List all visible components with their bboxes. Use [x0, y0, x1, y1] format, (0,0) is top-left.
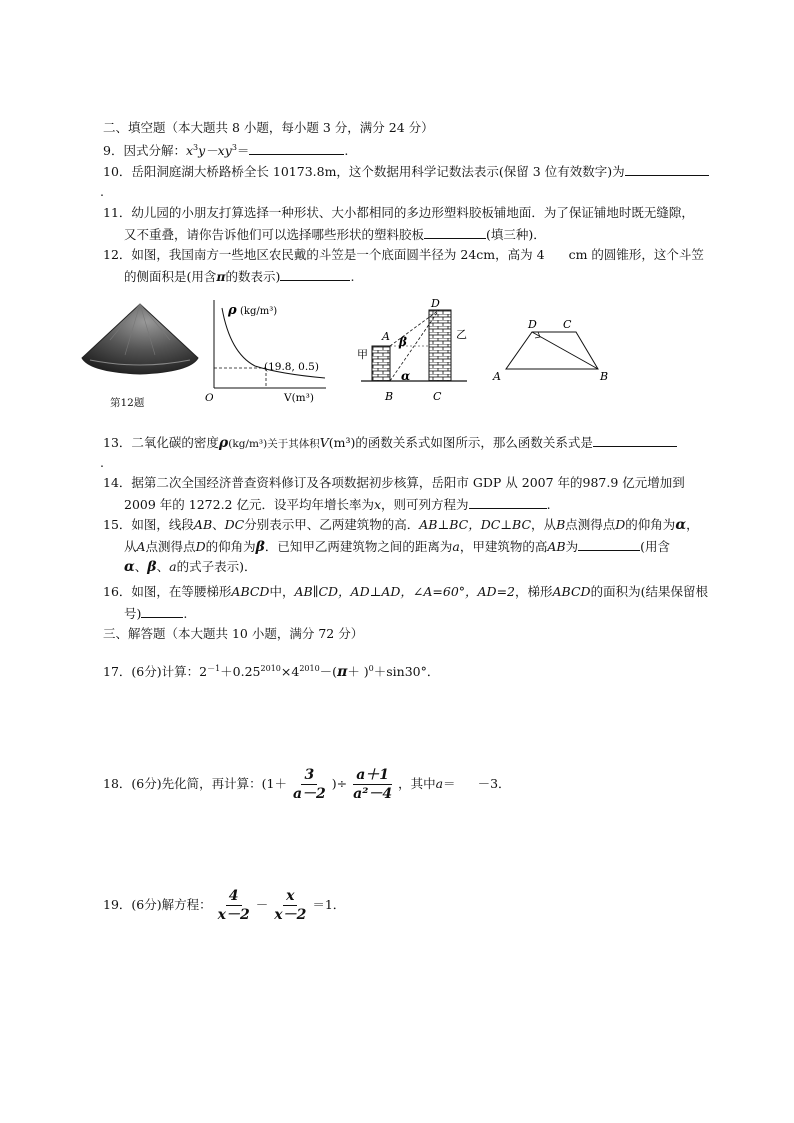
beta-symbol: β [147, 559, 157, 575]
hat-figure [80, 300, 200, 380]
diagonal-DB [532, 332, 598, 369]
shape-ABCD: ABCD [552, 584, 591, 599]
question-text: ，从 [531, 517, 557, 532]
question-text: 的面积为(结果保留根 [590, 584, 708, 599]
period: . [183, 606, 188, 621]
equals: ＝ [236, 143, 250, 158]
question-10 [103, 163, 709, 180]
question-16 [103, 584, 708, 600]
question-text: 如图，线段 [131, 517, 194, 532]
label-D: D [431, 297, 440, 310]
question-text: 因式分解： [123, 143, 186, 158]
question-text: ，则可列方程为 [381, 497, 469, 512]
question-text: 如图，我国南方一些地区农民戴的斗笠是一个底面圆半径为 24cm，高为 4 [131, 247, 545, 262]
question-text: 号) [124, 606, 142, 621]
question-number: 13． [103, 435, 132, 450]
shape-ABCD: ABCD [231, 584, 270, 599]
denominator: a－2 [292, 786, 326, 802]
seg-DC: DC [224, 517, 245, 532]
var-a: a [169, 559, 177, 574]
question-12 [103, 247, 704, 263]
question-text: 幼儿园的小朋友打算选择一种形状、大小都相同的多边形塑料胶板铺地面．为了保证铺地时既无缝隙， [131, 205, 694, 220]
pi-symbol: π [216, 269, 226, 284]
label-yi: 乙 [456, 328, 467, 341]
label-C: C [563, 318, 572, 331]
question-text: 的数表示) [225, 269, 281, 284]
seg-AB: AB [547, 539, 566, 554]
denominator: x－2 [274, 907, 307, 923]
exponent: 3 [231, 143, 237, 152]
point-A: A [136, 539, 146, 554]
answer-blank[interactable] [249, 142, 344, 155]
question-text: cm 的圆锥形，这个斗笠 [568, 247, 704, 262]
value: －3． [477, 776, 511, 791]
exponent: 0 [368, 664, 374, 673]
var-V: V [319, 435, 329, 450]
math-expr: x [185, 143, 194, 158]
math-expr: ＋0.25 [220, 664, 261, 679]
denominator: x－2 [217, 907, 250, 923]
section-2-title: 二、填空题（本大题共 8 小题，每小题 3 分，满分 24 分） [103, 120, 434, 135]
building-yi [429, 310, 451, 381]
question-text: (kg/m³)关于其体积 [228, 438, 320, 450]
math-expr: ×4 [280, 664, 300, 679]
question-text: 的仰角为 [625, 517, 676, 532]
label-B: B [385, 390, 394, 403]
rho-label: ρ [228, 303, 237, 318]
beta-symbol: β [255, 539, 265, 555]
exponent: 2010 [260, 664, 281, 673]
x-label: V(m³) [284, 392, 314, 404]
math-expr: )÷ [331, 776, 348, 791]
question-text: ．已知甲乙两建筑物之间的距离为 [264, 539, 453, 554]
question-text: ，甲建筑物的高 [459, 539, 548, 554]
point-label: (19.8, 0.5) [264, 361, 319, 373]
label-C: C [433, 390, 442, 403]
question-text: 为 [565, 539, 579, 554]
question-text: 从 [124, 539, 137, 554]
origin-label: O [205, 392, 214, 404]
question-text: 如图，在等腰梯形 [131, 584, 232, 599]
question-13-end: . [100, 455, 104, 470]
question-text: (6分)先化简，再计算：(1＋ [131, 776, 287, 791]
math-expr: y－xy [198, 143, 232, 158]
separator: 、 [156, 559, 170, 574]
var-a: a [452, 539, 460, 554]
answer-blank[interactable] [469, 496, 547, 509]
question-16-line2 [124, 605, 187, 622]
y-unit: (kg/m³) [240, 306, 278, 317]
question-number: 11． [103, 205, 132, 220]
conditions: AB∥CD，AD⊥AD，∠A=60°，AD=2 [294, 584, 516, 599]
fraction-x-over-x-2 [271, 887, 309, 924]
section-3-title: 三、解答题（本大题共 10 小题，满分 72 分） [103, 626, 364, 641]
question-number: 9． [103, 143, 124, 158]
question-17 [103, 664, 439, 680]
density-graph [200, 298, 330, 408]
question-15-line2 [124, 538, 670, 555]
building-jia [372, 346, 390, 381]
relation: AB⊥BC，DC⊥BC [419, 517, 532, 532]
math-expr: ＋sin30°． [373, 664, 440, 679]
fraction-a1-over-a24 [350, 766, 395, 803]
question-15 [103, 517, 699, 533]
question-number: 14． [103, 475, 132, 490]
question-9 [103, 142, 348, 159]
question-text: 点测得点 [565, 517, 616, 532]
question-text: 分别表示甲、乙两建筑物的高． [244, 517, 420, 532]
question-text: 又不重叠，请你告诉他们可以选择哪些形状的塑料胶板 [124, 227, 425, 242]
numerator: a＋1 [353, 766, 392, 785]
question-text: (用含 [640, 539, 671, 554]
label-alpha: α [401, 369, 411, 383]
pi-symbol: π [337, 664, 348, 680]
period: . [344, 143, 349, 158]
numerator: x [283, 887, 297, 906]
hat-caption: 第12题 [110, 397, 145, 409]
question-text: 点测得点 [145, 539, 196, 554]
math-expr: －( [319, 664, 338, 679]
question-text: ，梯形 [515, 584, 553, 599]
exponent: 3 [193, 143, 199, 152]
question-text: 二氧化碳的密度 [131, 435, 219, 450]
label-A: A [493, 370, 501, 383]
var-x: x [373, 497, 382, 512]
fraction-4-over-x-2 [215, 887, 253, 924]
answer-blank[interactable] [593, 434, 677, 447]
question-text: 据第二次全国经济普查资料修订及各项数据初步核算，岳阳市 GDP 从 2007 年的987.9 亿元增加到 [131, 475, 685, 490]
question-text: 的仰角为 [205, 539, 256, 554]
alpha-symbol: α [124, 559, 135, 575]
exponent: －1 [207, 664, 221, 673]
question-18 [103, 764, 511, 804]
question-14-line2 [124, 496, 551, 513]
question-text: 2009 年的 1272.2 亿元．设平均年增长率为 [124, 497, 374, 512]
trapezoid-shape [506, 332, 598, 369]
label-jia: 甲 [357, 348, 368, 361]
question-number: 17． [103, 664, 132, 679]
answer-blank[interactable] [280, 268, 350, 281]
answer-blank[interactable] [625, 163, 709, 176]
question-text: 的侧面积是(用含 [124, 269, 217, 284]
label-beta: β [399, 335, 407, 349]
label-A: A [382, 330, 390, 343]
alpha-symbol: α [675, 517, 687, 533]
question-number: 16． [103, 584, 132, 599]
question-13 [103, 434, 677, 452]
rho-symbol: ρ [218, 435, 229, 451]
question-19 [103, 885, 345, 925]
question-text: (填三种)． [486, 227, 546, 242]
question-11 [103, 205, 694, 221]
seg-AB: AB [193, 517, 213, 532]
question-11-line2 [124, 226, 546, 243]
trapezoid-figure [488, 314, 618, 389]
question-number: 10． [103, 164, 132, 179]
fraction-3-over-a-2 [290, 766, 329, 803]
question-10-end: . [100, 184, 104, 199]
point-D: D [195, 539, 206, 554]
label-D: D [528, 318, 537, 331]
answer-blank[interactable] [424, 226, 486, 239]
question-text: 的式子表示)． [176, 559, 257, 574]
question-15-line3 [124, 559, 256, 575]
question-text: ，其中 [398, 776, 436, 791]
question-text: 中， [269, 584, 295, 599]
question-12-line2 [124, 268, 354, 285]
buildings-figure [355, 296, 475, 406]
question-text: (6分)计算：2 [131, 664, 208, 679]
period: . [546, 497, 551, 512]
period: . [350, 269, 355, 284]
numerator: 4 [226, 887, 242, 906]
math-expr: ＝1． [312, 897, 346, 912]
answer-blank[interactable] [141, 605, 183, 618]
separator: 、 [212, 517, 225, 532]
minus: － [255, 897, 269, 912]
question-number: 19． [103, 897, 132, 912]
denominator: a²－4 [353, 786, 393, 802]
separator: 、 [134, 559, 148, 574]
label-B: B [600, 370, 609, 383]
question-number: 15． [103, 517, 132, 532]
point-D: D [615, 517, 626, 532]
question-14 [103, 475, 685, 491]
answer-blank[interactable] [578, 538, 640, 551]
point-B: B [556, 517, 566, 532]
comma: ， [686, 517, 699, 532]
question-number: 18． [103, 776, 132, 791]
var-a: a [435, 776, 444, 791]
question-text: 岳阳洞庭湖大桥路桥全长 10173.8m，这个数据用科学记数法表示(保留 3 位有效数字)为 [131, 164, 625, 179]
math-expr: ＋ ) [347, 664, 369, 679]
question-text: (6分)解方程： [131, 897, 212, 912]
equals: ＝ [443, 776, 456, 791]
numerator: 3 [301, 766, 317, 785]
question-number: 12． [103, 247, 132, 262]
question-text: (m³)的函数关系式如图所示，那么函数关系式是 [328, 435, 593, 450]
exponent: 2010 [299, 664, 320, 673]
